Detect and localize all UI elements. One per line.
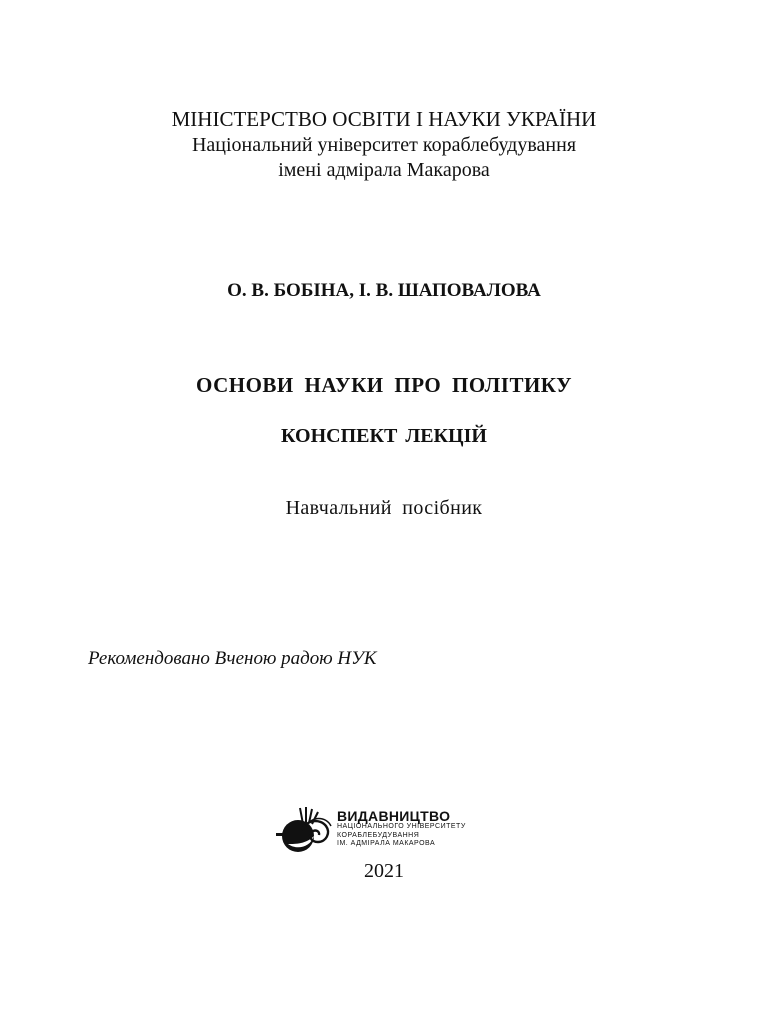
document-type: Навчальний посібник (285, 497, 483, 519)
university-named-after: імені адмірала Макарова (278, 159, 490, 181)
recommendation-note: Рекомендовано Вченою радою НУК (88, 648, 377, 669)
authors: О. В. БОБІНА, І. В. ШАПОВАЛОВА (227, 280, 541, 301)
publication-year: 2021 (364, 860, 404, 882)
publisher-name: ВИДАВНИЦТВО (337, 808, 451, 824)
ministry-name: МІНІСТЕРСТВО ОСВІТИ І НАУКИ УКРАЇНИ (171, 107, 597, 131)
publisher-line-1: НАЦІОНАЛЬНОГО УНІВЕРСИТЕТУ (337, 823, 466, 830)
publisher-block (276, 806, 466, 858)
document-subtitle: КОНСПЕКТ ЛЕКЦІЙ (281, 425, 487, 447)
publisher-line-2: КОРАБЛЕБУДУВАННЯ (337, 831, 420, 839)
university-name: Національний університет кораблебудування (191, 134, 577, 156)
publisher-text (337, 809, 466, 849)
document-title: ОСНОВИ НАУКИ ПРО ПОЛІТИКУ (195, 373, 573, 397)
publisher-line-3: ІМ. АДМІРАЛА МАКАРОВА (337, 840, 436, 847)
publisher-logo-icon (276, 806, 336, 858)
